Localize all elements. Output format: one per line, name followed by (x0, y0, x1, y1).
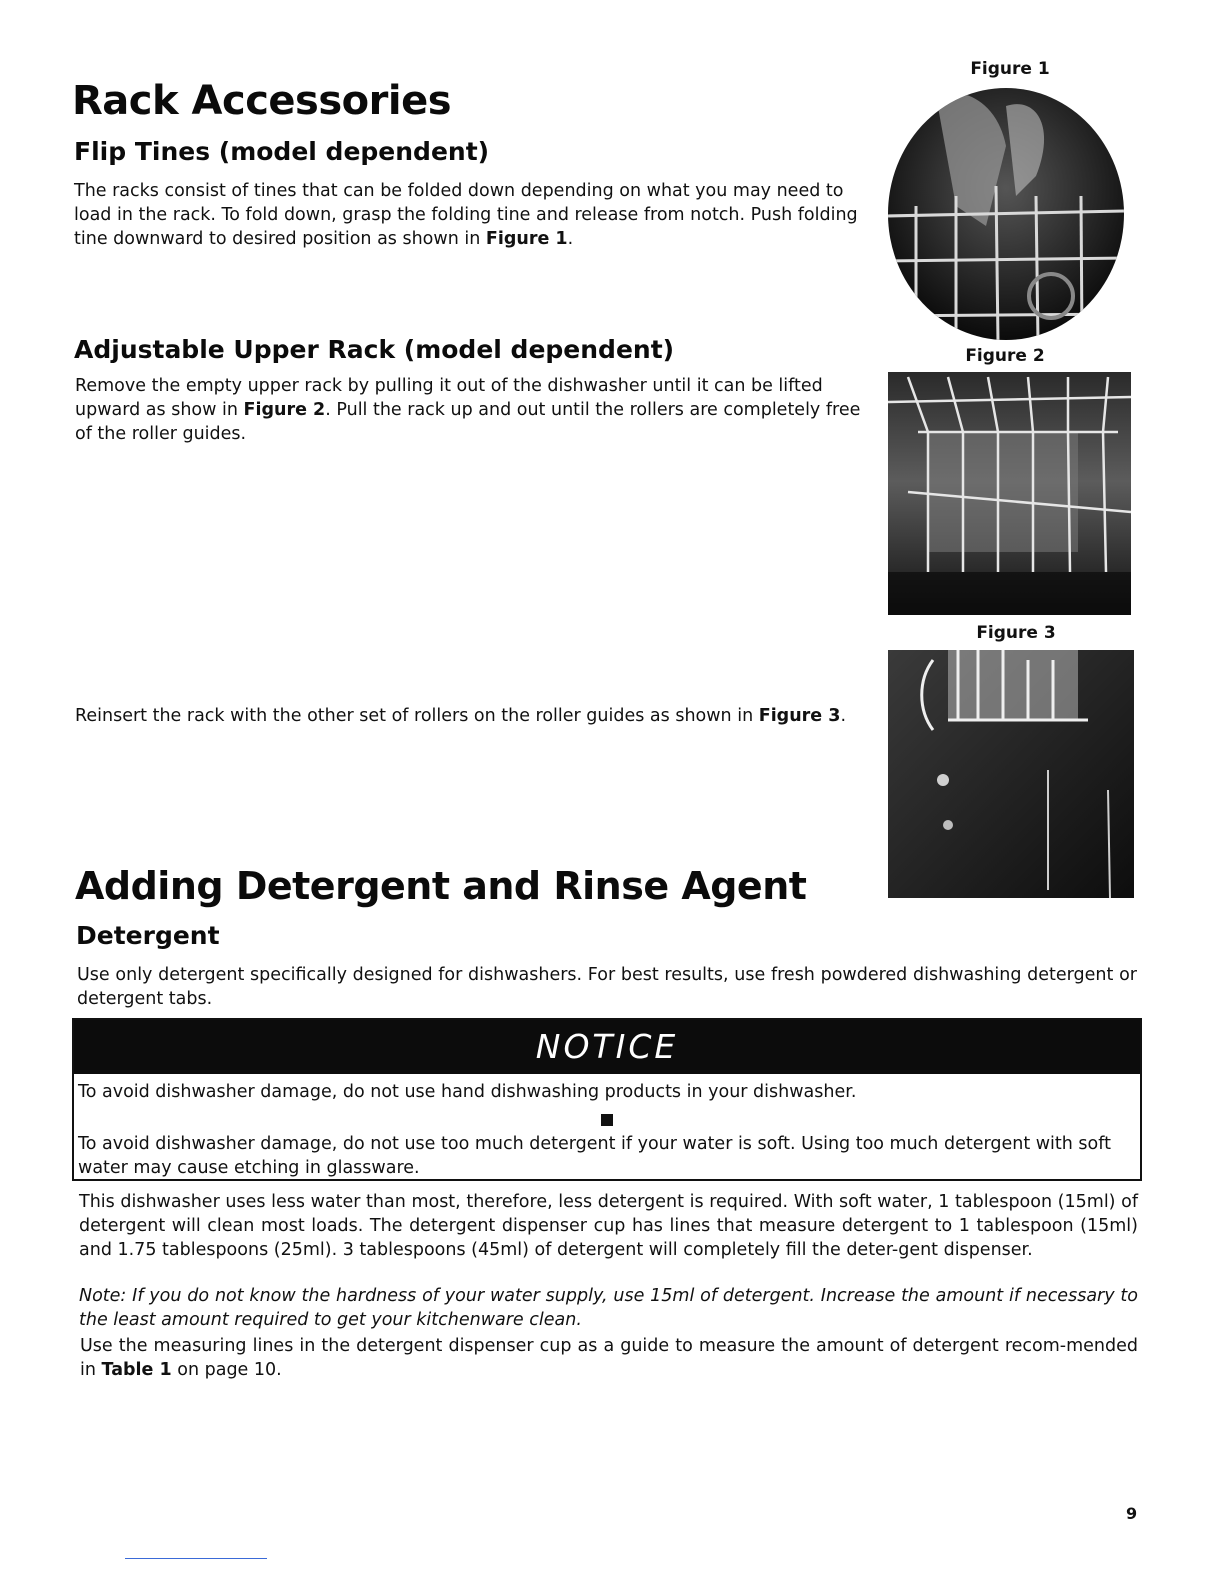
reinsert-text: Reinsert the rack with the other set of rollers on the roller guides as shown in (75, 706, 759, 726)
measuring-text-b: on page 10. (171, 1360, 282, 1380)
figure-3-reference: Figure 3 (758, 706, 841, 726)
figure-2-label: Figure 2 (965, 346, 1045, 366)
section-title-rack-accessories: Rack Accessories (72, 78, 452, 124)
heading-flip-tines: Flip Tines (model dependent) (74, 137, 490, 166)
upper-rack-text-b: . Pull the rack up and out until the rollers are completely free of the roller guides. (75, 400, 861, 444)
flip-tines-text: The racks consist of tines that can be folded down depending on what you may need to load in the rack. To fold down, grasp the folding tine and release from notch. Push folding tine downward to desired position as shown in (74, 181, 858, 249)
notice-box (72, 1018, 1142, 1181)
figure-2-image (888, 372, 1131, 615)
square-bullet-icon (601, 1114, 613, 1126)
figure-3-label: Figure 3 (976, 623, 1056, 643)
figure-1-reference: Figure 1 (485, 229, 568, 249)
reinsert-end: . (840, 706, 847, 726)
notice-line-2: To avoid dishwasher damage, do not use too much detergent if your water is soft. Using too much detergent with soft water may cause etching in glassware. (78, 1134, 1111, 1178)
figure-1-label: Figure 1 (970, 59, 1050, 79)
table-1-reference: Table 1 (101, 1360, 172, 1380)
footer-rule (125, 1558, 267, 1559)
page-number: 9 (1126, 1504, 1138, 1523)
paragraph-note: Note: If you do not know the hardness of your water supply, use 15ml of detergent. Increase the amount if necessary to the least amount required to get your kitchenware clean. (79, 1286, 1138, 1330)
notice-title: NOTICE (74, 1020, 1140, 1074)
paragraph-reinsert-rack (75, 704, 885, 728)
paragraph-detergent-amount: This dishwasher uses less water than most, therefore, less detergent is required. With soft water, 1 tablespoon (15ml) of detergent will clean most loads. The detergent dispenser cup has lines that measure detergent to 1 tablespoon (15ml) and 1.75 tablespoons (25ml). 3 tablespoons (45ml) of detergent will completely fill the deter-gent dispenser. (79, 1192, 1138, 1260)
figure-1-image (886, 86, 1126, 342)
heading-adjustable-upper-rack: Adjustable Upper Rack (model dependent) (74, 335, 675, 364)
paragraph-measuring-lines (80, 1334, 1138, 1382)
figure-2-reference: Figure 2 (243, 400, 326, 420)
flip-tines-end: . (567, 229, 574, 249)
paragraph-upper-rack (75, 374, 877, 446)
section-title-adding-detergent: Adding Detergent and Rinse Agent (75, 864, 807, 908)
measuring-text-a: Use the measuring lines in the detergent dispenser cup as a guide to measure the amount of detergent recom-mended in (80, 1336, 1138, 1380)
figure-3-image (888, 650, 1134, 898)
upper-rack-text-a: Remove the empty upper rack by pulling it out of the dishwasher until it can be lifted upward as show in (75, 376, 823, 420)
paragraph-detergent-intro: Use only detergent specifically designed for dishwashers. For best results, use fresh powdered dishwashing detergent or detergent tabs. (77, 965, 1137, 1009)
notice-line-1: To avoid dishwasher damage, do not use hand dishwashing products in your dishwasher. (78, 1082, 857, 1102)
heading-detergent: Detergent (76, 921, 220, 950)
paragraph-flip-tines (74, 179, 874, 251)
